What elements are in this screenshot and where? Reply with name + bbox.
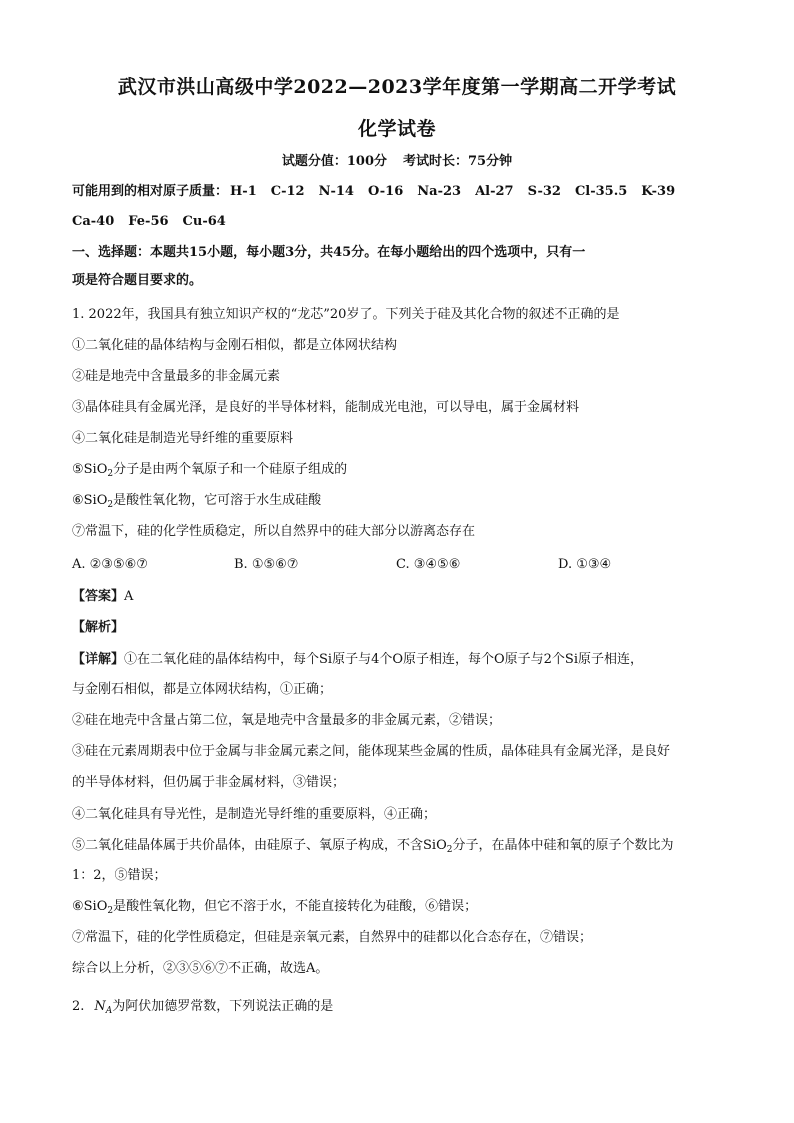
exam-subtitle: 化学试卷 [357, 118, 436, 140]
choice-c: C. ③④⑤⑥ [396, 557, 461, 572]
mass-item: Ca-40 [72, 214, 115, 229]
statement-4: ④二氧化硅是制造光导纤维的重要原料 [72, 431, 294, 446]
text: ⑥SiO [72, 899, 108, 914]
detail-line-4: ③硅在元素周期表中位于金属与非金属元素之间，能体现某些金属的性质，晶体硅具有金属光泽，是良好 [72, 744, 671, 759]
question-1-stem: 1. 2022年，我国具有独立知识产权的“龙芯”20岁了。下列关于硅及其化合物的叙述不正确的是 [72, 307, 620, 322]
statement-2: ②硅是地壳中含量最多的非金属元素 [72, 369, 281, 384]
summary-line: 综合以上分析，②③⑤⑥⑦不正确，故选A。 [72, 961, 329, 976]
text: ⑤SiO [72, 462, 108, 477]
detail-line-8: 1：2，⑤错误； [72, 868, 167, 883]
detail-line-5: 的半导体材料，但仍属于非金属材料，③错误； [72, 775, 346, 790]
text: ①在二氧化硅的晶体结构中，每个Si原子与4个O原子相连，每个O原子与2个Si原子相连， [124, 652, 644, 667]
statement-3: ③晶体硅具有金属光泽，是良好的半导体材料，能制成光电池，可以导电，属于金属材料 [72, 400, 580, 415]
detail-line-6: ④二氧化硅具有导光性，是制造光导纤维的重要原料，④正确； [72, 807, 437, 822]
mass-item: Cu-64 [182, 214, 226, 229]
mass-item: H-1 [230, 184, 257, 199]
statement-1: ①二氧化硅的晶体结构与金刚石相似，都是立体网状结构 [72, 338, 398, 353]
section-heading-line1: 一、选择题：本题共15小题，每小题3分，共45分。在每小题给出的四个选项中，只有一 [72, 245, 586, 260]
text: 分子是由两个氧原子和一个硅原子组成的 [113, 462, 348, 477]
subscript: 2 [107, 500, 114, 510]
answer-value: A [124, 589, 134, 604]
score-info: 试题分值：100分 [281, 154, 388, 169]
mass-item: O-16 [367, 184, 404, 199]
exam-meta [0, 150, 794, 169]
detail-line-3: ②硅在地壳中含量占第二位，氧是地壳中含量最多的非金属元素，②错误； [72, 713, 502, 728]
choice-b: B. ①⑤⑥⑦ [234, 557, 299, 572]
text: 是酸性氧化物，它可溶于水生成硅酸 [113, 493, 322, 508]
subscript: 2 [107, 469, 114, 479]
question-number: 2. [72, 999, 85, 1014]
atomic-masses-row1 [72, 182, 732, 202]
choices-row [72, 555, 732, 575]
detail-line-2: 与金刚石相似，都是立体网状结构，①正确； [72, 682, 333, 697]
avogadro-symbol: N [94, 999, 106, 1014]
detail-tag: 【详解】 [72, 652, 125, 667]
text: ⑤二氧化硅晶体属于共价晶体，由硅原子、氧原子构成，不含SiO [72, 838, 447, 853]
statement-6 [72, 491, 732, 515]
text: ⑥SiO [72, 493, 108, 508]
mass-item: Al-27 [475, 184, 514, 199]
choice-d: D. ①③④ [558, 557, 612, 572]
section-heading-line2: 项是符合题目要求的。 [72, 273, 203, 288]
exam-title: 武汉市洪山高级中学2022—2023学年度第一学期高二开学考试 [117, 76, 677, 98]
time-info: 考试时长：75分钟 [403, 154, 513, 169]
atomic-masses-label: 可能用到的相对原子质量： [72, 184, 229, 199]
mass-item: Na-23 [417, 184, 462, 199]
mass-item: Fe-56 [128, 214, 169, 229]
analysis-tag: 【解析】 [72, 620, 125, 635]
mass-item: C-12 [270, 184, 305, 199]
mass-item: Cl-35.5 [574, 184, 628, 199]
mass-item: N-14 [318, 184, 354, 199]
detail-line-10: ⑦常温下，硅的化学性质稳定，但硅是亲氧元素，自然界中的硅都以化合态存在，⑦错误； [72, 930, 593, 945]
subscript: A [105, 1006, 113, 1016]
mass-item: S-32 [527, 184, 561, 199]
text: 为阿伏加德罗常数，下列说法正确的是 [112, 999, 334, 1014]
text: 分子，在晶体中硅和氧的原子个数比为 [452, 838, 674, 853]
detail-line-7 [72, 836, 732, 860]
statement-5 [72, 460, 732, 484]
answer-tag: 【答案】 [72, 589, 125, 604]
atomic-masses-row2 [72, 212, 732, 232]
answer-line [72, 587, 732, 607]
subscript: 2 [446, 845, 453, 855]
detail-line-9 [72, 897, 732, 921]
question-2-stem [72, 997, 732, 1021]
subscript: 2 [107, 906, 114, 916]
detail-line-1 [72, 650, 732, 670]
text: 是酸性氧化物，但它不溶于水，不能直接转化为硅酸，⑥错误； [113, 899, 478, 914]
statement-7: ⑦常温下，硅的化学性质稳定，所以自然界中的硅大部分以游离态存在 [72, 524, 476, 539]
mass-item: K-39 [641, 184, 676, 199]
choice-a: A. ②③⑤⑥⑦ [72, 557, 148, 572]
